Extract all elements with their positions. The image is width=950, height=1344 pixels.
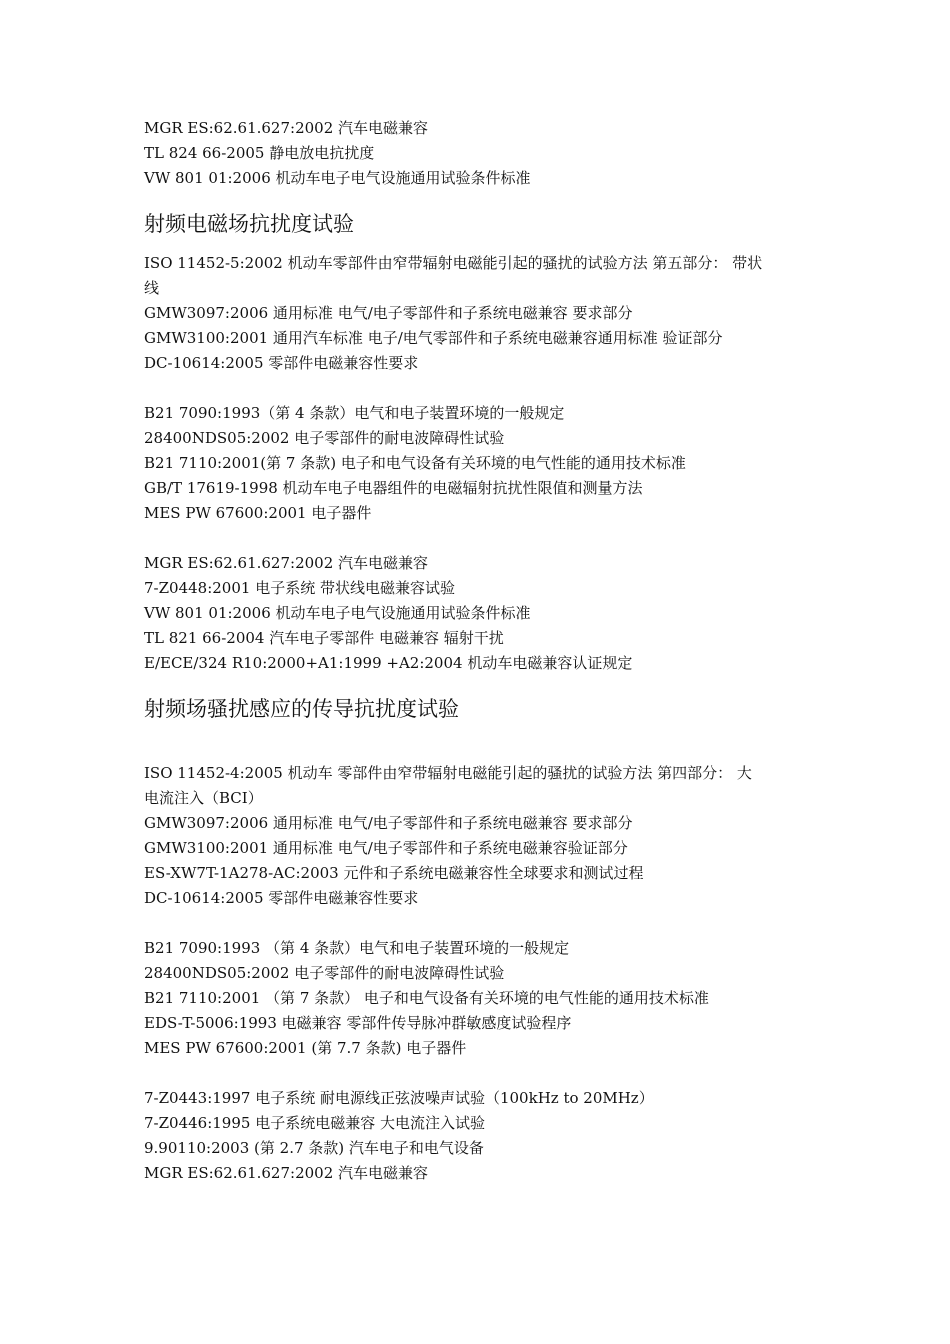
standard-line: MES PW 67600:2001 电子器件 — [144, 504, 372, 522]
standard-line: TL 821 66-2004 汽车电子零部件 电磁兼容 辐射干扰 — [144, 629, 504, 647]
section-heading-conducted-immunity: 射频场骚扰感应的传导抗扰度试验 — [144, 697, 459, 721]
standards-list-rf-1 — [144, 251, 812, 376]
standard-line: EDS-T-5006:1993 电磁兼容 零部件传导脉冲群敏感度试验程序 — [144, 1014, 572, 1032]
standard-line: VW 801 01:2006 机动车电子电气设施通用试验条件标准 — [144, 169, 531, 187]
standard-line: TL 824 66-2005 静电放电抗扰度 — [144, 144, 375, 162]
document-page — [144, 116, 812, 1186]
standard-line: DC-10614:2005 零部件电磁兼容性要求 — [144, 354, 419, 372]
standard-line: 7-Z0443:1997 电子系统 耐电源线正弦波噪声试验（100kHz to 20MHz） — [144, 1089, 654, 1107]
standard-line: E/ECE/324 R10:2000+A1:1999 +A2:2004 机动车电磁兼容认证规定 — [144, 654, 633, 672]
standard-line: MES PW 67600:2001 (第 7.7 条款) 电子器件 — [144, 1039, 467, 1057]
standards-list-ci-3 — [144, 1086, 812, 1186]
standards-list-ci-1 — [144, 761, 812, 911]
standard-line: MGR ES:62.61.627:2002 汽车电磁兼容 — [144, 119, 429, 137]
standard-line: B21 7110:2001(第 7 条款) 电子和电气设备有关环境的电气性能的通用技术标准 — [144, 454, 686, 472]
section-heading-rf-field-immunity: 射频电磁场抗扰度试验 — [144, 212, 354, 236]
standard-line: 7-Z0448:2001 电子系统 带状线电磁兼容试验 — [144, 579, 455, 597]
standard-line: GMW3097:2006 通用标准 电气/电子零部件和子系统电磁兼容 要求部分 — [144, 304, 633, 322]
standard-line: MGR ES:62.61.627:2002 汽车电磁兼容 — [144, 554, 429, 572]
standard-line: 7-Z0446:1995 电子系统电磁兼容 大电流注入试验 — [144, 1114, 485, 1132]
standard-line: ISO 11452-5:2002 机动车零部件由窄带辐射电磁能引起的骚扰的试验方法 第五部分： 带状 — [144, 254, 763, 272]
standard-line: ISO 11452-4:2005 机动车 零部件由窄带辐射电磁能引起的骚扰的试验方法 第四部分： 大 — [144, 764, 752, 782]
standard-line: ES-XW7T-1A278-AC:2003 元件和子系统电磁兼容性全球要求和测试过程 — [144, 864, 644, 882]
standard-line: VW 801 01:2006 机动车电子电气设施通用试验条件标准 — [144, 604, 531, 622]
standard-line: GB/T 17619-1998 机动车电子电器组件的电磁辐射抗扰性限值和测量方法 — [144, 479, 643, 497]
standard-line: MGR ES:62.61.627:2002 汽车电磁兼容 — [144, 1164, 429, 1182]
standards-list-rf-2 — [144, 401, 812, 526]
standard-line: 28400NDS05:2002 电子零部件的耐电波障碍性试验 — [144, 429, 505, 447]
standard-line-wrap: 线 — [144, 279, 160, 297]
standard-line: GMW3097:2006 通用标准 电气/电子零部件和子系统电磁兼容 要求部分 — [144, 814, 633, 832]
standard-line: B21 7090:1993（第 4 条款）电气和电子装置环境的一般规定 — [144, 404, 565, 422]
standard-line: DC-10614:2005 零部件电磁兼容性要求 — [144, 889, 419, 907]
standards-list-ci-2 — [144, 936, 812, 1061]
standard-line: B21 7110:2001 （第 7 条款） 电子和电气设备有关环境的电气性能的通用技术标准 — [144, 989, 709, 1007]
standards-list-rf-3 — [144, 551, 812, 676]
standard-line: 28400NDS05:2002 电子零部件的耐电波障碍性试验 — [144, 964, 505, 982]
standard-line-wrap: 电流注入（BCI） — [144, 789, 263, 807]
standard-line: GMW3100:2001 通用汽车标准 电子/电气零部件和子系统电磁兼容通用标准 验证部分 — [144, 329, 723, 347]
standard-line: GMW3100:2001 通用标准 电气/电子零部件和子系统电磁兼容验证部分 — [144, 839, 628, 857]
standard-line: 9.90110:2003 (第 2.7 条款) 汽车电子和电气设备 — [144, 1139, 484, 1157]
standard-line: B21 7090:1993 （第 4 条款）电气和电子装置环境的一般规定 — [144, 939, 570, 957]
standards-list-esd — [144, 116, 812, 191]
